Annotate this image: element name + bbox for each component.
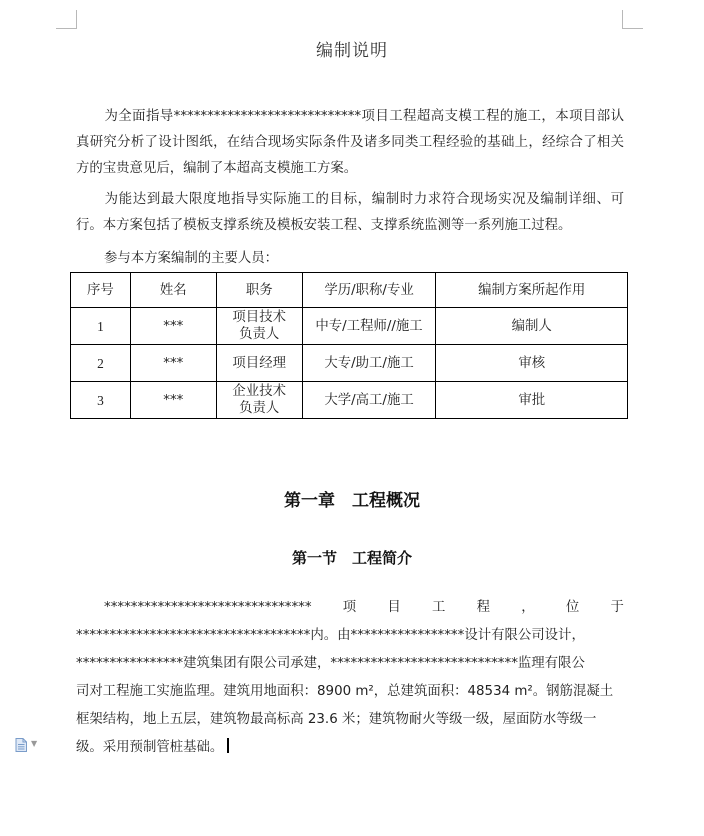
staff-table — [70, 272, 628, 419]
table-row — [71, 308, 628, 345]
row-education: 大专/助工/施工 — [302, 345, 436, 382]
overview-word: ******************************* — [104, 600, 312, 615]
row-name: *** — [130, 382, 216, 419]
row-role: 编制人 — [436, 308, 628, 345]
overview-word: 目 — [387, 600, 401, 615]
overview-word: ， — [521, 600, 535, 615]
overview-line-6-text: 级。采用预制管桩基础。 — [76, 740, 224, 755]
staff-intro-line — [76, 246, 624, 272]
table-row — [71, 345, 628, 382]
row-number: 2 — [71, 345, 131, 382]
intro-paragraph-1 — [76, 104, 624, 182]
row-role: 审批 — [436, 382, 628, 419]
overview-word: 工 — [432, 600, 446, 615]
table-header-cell: 序号 — [71, 273, 131, 308]
row-position-text: 项目经理 — [232, 355, 286, 371]
row-position — [216, 382, 302, 419]
overview-word: 程 — [476, 600, 491, 615]
crop-mark-top-left — [56, 10, 77, 29]
overview-line-4: 司对工程施工实施监理。建筑用地面积：8900 m²，总建筑面积：48534 m²。钢筋混凝土 — [76, 684, 614, 699]
overview-word: 项 — [342, 600, 357, 615]
row-position-text: 项目技术负责人 — [232, 310, 286, 342]
row-education: 中专/工程师//施工 — [302, 308, 436, 345]
section-heading: 第一节 工程简介 — [291, 549, 412, 567]
chevron-down-icon[interactable]: ▼ — [31, 739, 38, 748]
row-role: 审核 — [436, 345, 628, 382]
crop-mark-top-right — [622, 10, 643, 29]
overview-word: 位 — [565, 600, 580, 615]
overview-line-3: ****************建筑集团有限公司承建，****************************监理有限公 — [76, 656, 585, 671]
row-name: *** — [130, 345, 216, 382]
intro-paragraph-2 — [76, 187, 624, 239]
overview-line-1 — [76, 594, 624, 622]
staff-intro-text: 参与本方案编制的主要人员： — [104, 251, 279, 266]
row-name: *** — [130, 308, 216, 345]
overview-line-2: ***********************************内。由*****************设计有限公司设计， — [76, 628, 585, 643]
row-number: 3 — [71, 382, 131, 419]
row-position — [216, 308, 302, 345]
row-number: 1 — [71, 308, 131, 345]
text-cursor — [227, 738, 229, 753]
table-header-cell: 姓名 — [130, 273, 216, 308]
table-header-cell: 职务 — [216, 273, 302, 308]
document-title: 编制说明 — [316, 41, 388, 61]
overview-word: 于 — [610, 600, 624, 615]
overview-line-6 — [76, 734, 624, 762]
table-row — [71, 382, 628, 419]
table-header-row — [71, 273, 628, 308]
row-education: 大学/高工/施工 — [302, 382, 436, 419]
table-header-cell: 编制方案所起作用 — [436, 273, 628, 308]
intro-paragraph-1-text: 为全面指导****************************项目工程超高支模工程的施工，本项目部认真研究分析了设计图纸，在结合现场实际条件及诸多同类工程经验的基础上，经综合了相关方的宝贵意见后，编制了本超高支模施工方案。 — [76, 109, 624, 176]
chapter-heading: 第一章 工程概况 — [284, 491, 420, 511]
row-position — [216, 345, 302, 382]
table-header-cell: 学历/职称/专业 — [302, 273, 436, 308]
document-icon[interactable] — [15, 738, 27, 752]
intro-paragraph-2-text: 为能达到最大限度地指导实际施工的目标，编制时力求符合现场实况及编制详细、可行。本方案包括了模板支撑系统及模板安装工程、支撑系统监测等一系列施工过程。 — [76, 192, 624, 233]
row-position-text: 企业技术负责人 — [232, 384, 286, 416]
overview-line-5: 框架结构，地上五层，建筑物最高标高 23.6 米；建筑物耐火等级一级，屋面防水等级一 — [76, 712, 597, 727]
